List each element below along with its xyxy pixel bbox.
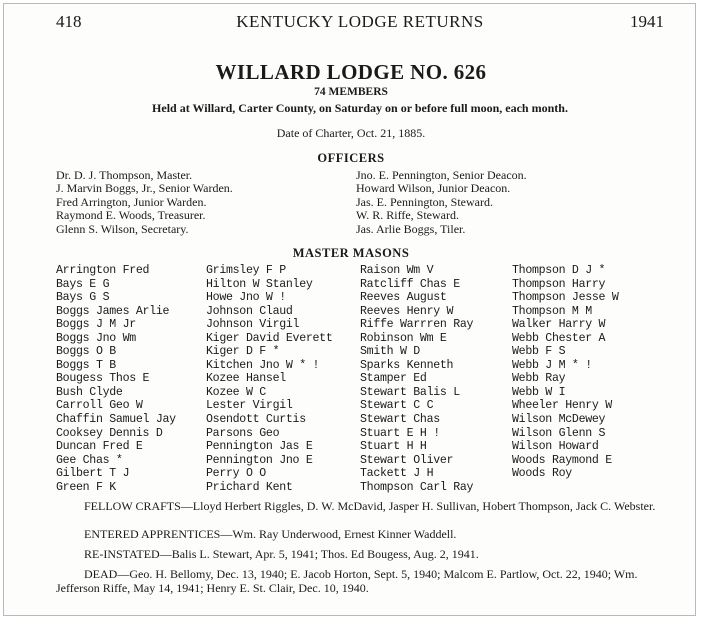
officer-entry: Jas. E. Pennington, Steward. [356, 194, 493, 209]
officer-entry: Jno. E. Pennington, Senior Deacon. [356, 168, 527, 182]
master-mason-entry: Parsons Geo [206, 426, 280, 440]
master-mason-entry: Thompson Harry [512, 277, 606, 291]
master-mason-entry: Thompson Jesse W [512, 291, 619, 305]
master-mason-entry: Woods Raymond E [512, 453, 612, 467]
running-year: 1941 [630, 12, 664, 31]
master-mason-entry: Boggs James Arlie [56, 304, 170, 318]
master-mason-entry: Webb J M * ! [512, 358, 592, 372]
officer-entry: Glenn S. Wilson, Secretary. [56, 221, 189, 236]
officer-entry: W. R. Riffe, Steward. [356, 208, 459, 223]
master-mason-entry: Riffe Warrren Ray [360, 318, 474, 332]
master-mason-entry: Webb F S [512, 345, 566, 359]
master-masons-column-1 [56, 264, 176, 494]
dead-paragraph: DEAD—Geo. H. Bellomy, Dec. 13, 1940; E. Jacob Horton, Sept. 5, 1940; Malcom E. Partlow, Oct. 22, 1940; Wm. Jefferson Riffe, May 14, 1941; Henry E. St. Clair, Dec. 10, 1940. [56, 567, 638, 595]
lodge-title: WILLARD LODGE NO. 626 [215, 60, 487, 84]
master-mason-entry: Boggs T B [56, 358, 116, 372]
officers-right-column [356, 169, 527, 236]
master-mason-entry: Stewart Oliver [360, 453, 454, 467]
master-mason-entry: Thompson M M [512, 304, 592, 318]
master-mason-entry: Bush Clyde [56, 385, 123, 399]
reinstated-paragraph: RE-INSTATED—Balis L. Stewart, Apr. 5, 1941; Thos. Ed Bougess, Aug. 2, 1941. [84, 547, 479, 561]
officer-entry: Raymond E. Woods, Treasurer. [56, 208, 206, 223]
master-mason-entry: Grimsley F P [206, 264, 286, 277]
master-mason-entry: Cooksey Dennis D [56, 426, 163, 440]
master-mason-entry: Lester Virgil [206, 399, 293, 413]
master-mason-entry: Stewart C C [360, 399, 434, 413]
master-mason-entry: Boggs O B [56, 345, 116, 359]
master-mason-entry: Ratcliff Chas E [360, 277, 460, 291]
officer-entry: Howard Wilson, Junior Deacon. [356, 181, 511, 196]
officer-entry: J. Marvin Boggs, Jr., Senior Warden. [56, 181, 233, 196]
master-mason-entry: Stuart E H ! [360, 426, 440, 440]
master-mason-entry: Kozee Hansel [206, 372, 286, 386]
master-mason-entry: Bougess Thos E [56, 372, 150, 386]
master-mason-entry: Reeves August [360, 291, 447, 305]
master-mason-entry: Pennington Jas E [206, 440, 313, 454]
master-mason-entry: Howe Jno W ! [206, 291, 286, 305]
master-mason-entry: Johnson Virgil [206, 318, 300, 332]
master-mason-entry: Stewart Chas [360, 413, 440, 427]
master-mason-entry: Reeves Henry W [360, 304, 454, 318]
master-mason-entry: Smith W D [360, 345, 420, 359]
master-mason-entry: Wilson McDewey [512, 413, 606, 427]
master-mason-entry: Webb Ray [512, 372, 566, 386]
master-mason-entry: Hilton W Stanley [206, 277, 313, 291]
master-mason-entry: Woods Roy [512, 467, 572, 481]
master-mason-entry: Prichard Kent [206, 480, 293, 494]
officer-entry: Jas. Arlie Boggs, Tiler. [356, 221, 466, 236]
officer-entry: Fred Arrington, Junior Warden. [56, 194, 207, 209]
master-mason-entry: Kiger David Everett [206, 331, 333, 345]
master-mason-entry: Osendott Curtis [206, 413, 306, 427]
master-mason-entry: Sparks Kenneth [360, 358, 454, 372]
master-mason-entry: Boggs Jno Wm [56, 331, 136, 345]
entered-apprentices-paragraph: ENTERED APPRENTICES—Wm. Ray Underwood, Ernest Kinner Waddell. [84, 527, 457, 541]
master-mason-entry: Boggs J M Jr [56, 318, 136, 332]
master-mason-entry: Bays E G [56, 277, 110, 291]
master-mason-entry: Stewart Balis L [360, 385, 460, 399]
master-mason-entry: Thompson Carl Ray [360, 480, 474, 494]
master-mason-entry: Perry O O [206, 467, 266, 481]
master-mason-entry: Carroll Geo W [56, 399, 143, 413]
master-mason-entry: Tackett J H [360, 467, 434, 481]
master-mason-entry: Walker Harry W [512, 318, 606, 332]
master-mason-entry: Kozee W C [206, 385, 266, 399]
master-mason-entry: Duncan Fred E [56, 440, 143, 454]
master-masons-heading: MASTER MASONS [292, 246, 410, 260]
officers-heading: OFFICERS [317, 151, 385, 165]
master-mason-entry: Pennington Jno E [206, 453, 313, 467]
master-mason-entry: Arrington Fred [56, 264, 150, 277]
master-mason-entry: Wheeler Henry W [512, 399, 612, 413]
charter-date: Date of Charter, Oct. 21, 1885. [276, 126, 426, 140]
master-mason-entry: Kitchen Jno W * ! [206, 358, 320, 372]
master-mason-entry: Webb Chester A [512, 331, 606, 345]
meeting-info: Held at Willard, Carter County, on Saturday on or before full moon, each month. [152, 101, 568, 115]
fellow-crafts-paragraph: FELLOW CRAFTS—Lloyd Herbert Riggles, D. W. McDavid, Jasper H. Sullivan, Hobert Thompson, Jack C. Webster. [84, 499, 656, 513]
master-mason-entry: Chaffin Samuel Jay [56, 413, 176, 427]
master-masons-column-4 [512, 264, 619, 481]
page-number: 418 [56, 12, 82, 31]
master-mason-entry: Gee Chas * [56, 453, 123, 467]
officers-left-column [56, 169, 233, 236]
master-masons-column-3 [360, 264, 473, 494]
master-mason-entry: Stamper Ed [360, 372, 427, 386]
master-mason-entry: Webb W I [512, 385, 566, 399]
master-mason-entry: Thompson D J * [512, 264, 606, 277]
officer-entry: Dr. D. J. Thompson, Master. [56, 168, 193, 182]
master-mason-entry: Wilson Glenn S [512, 426, 606, 440]
master-mason-entry: Johnson Claud [206, 304, 293, 318]
running-header [56, 12, 664, 34]
master-mason-entry: Stuart H H [360, 440, 427, 454]
member-count: 74 MEMBERS [314, 86, 388, 98]
master-mason-entry: Gilbert T J [56, 467, 130, 481]
running-title: KENTUCKY LODGE RETURNS [236, 12, 484, 31]
master-mason-entry: Kiger D F * [206, 345, 280, 359]
master-mason-entry: Wilson Howard [512, 440, 599, 454]
master-mason-entry: Robinson Wm E [360, 331, 447, 345]
master-masons-column-2 [206, 264, 333, 494]
master-mason-entry: Bays G S [56, 291, 110, 305]
master-mason-entry: Green F K [56, 480, 116, 494]
master-mason-entry: Raison Wm V [360, 264, 434, 277]
